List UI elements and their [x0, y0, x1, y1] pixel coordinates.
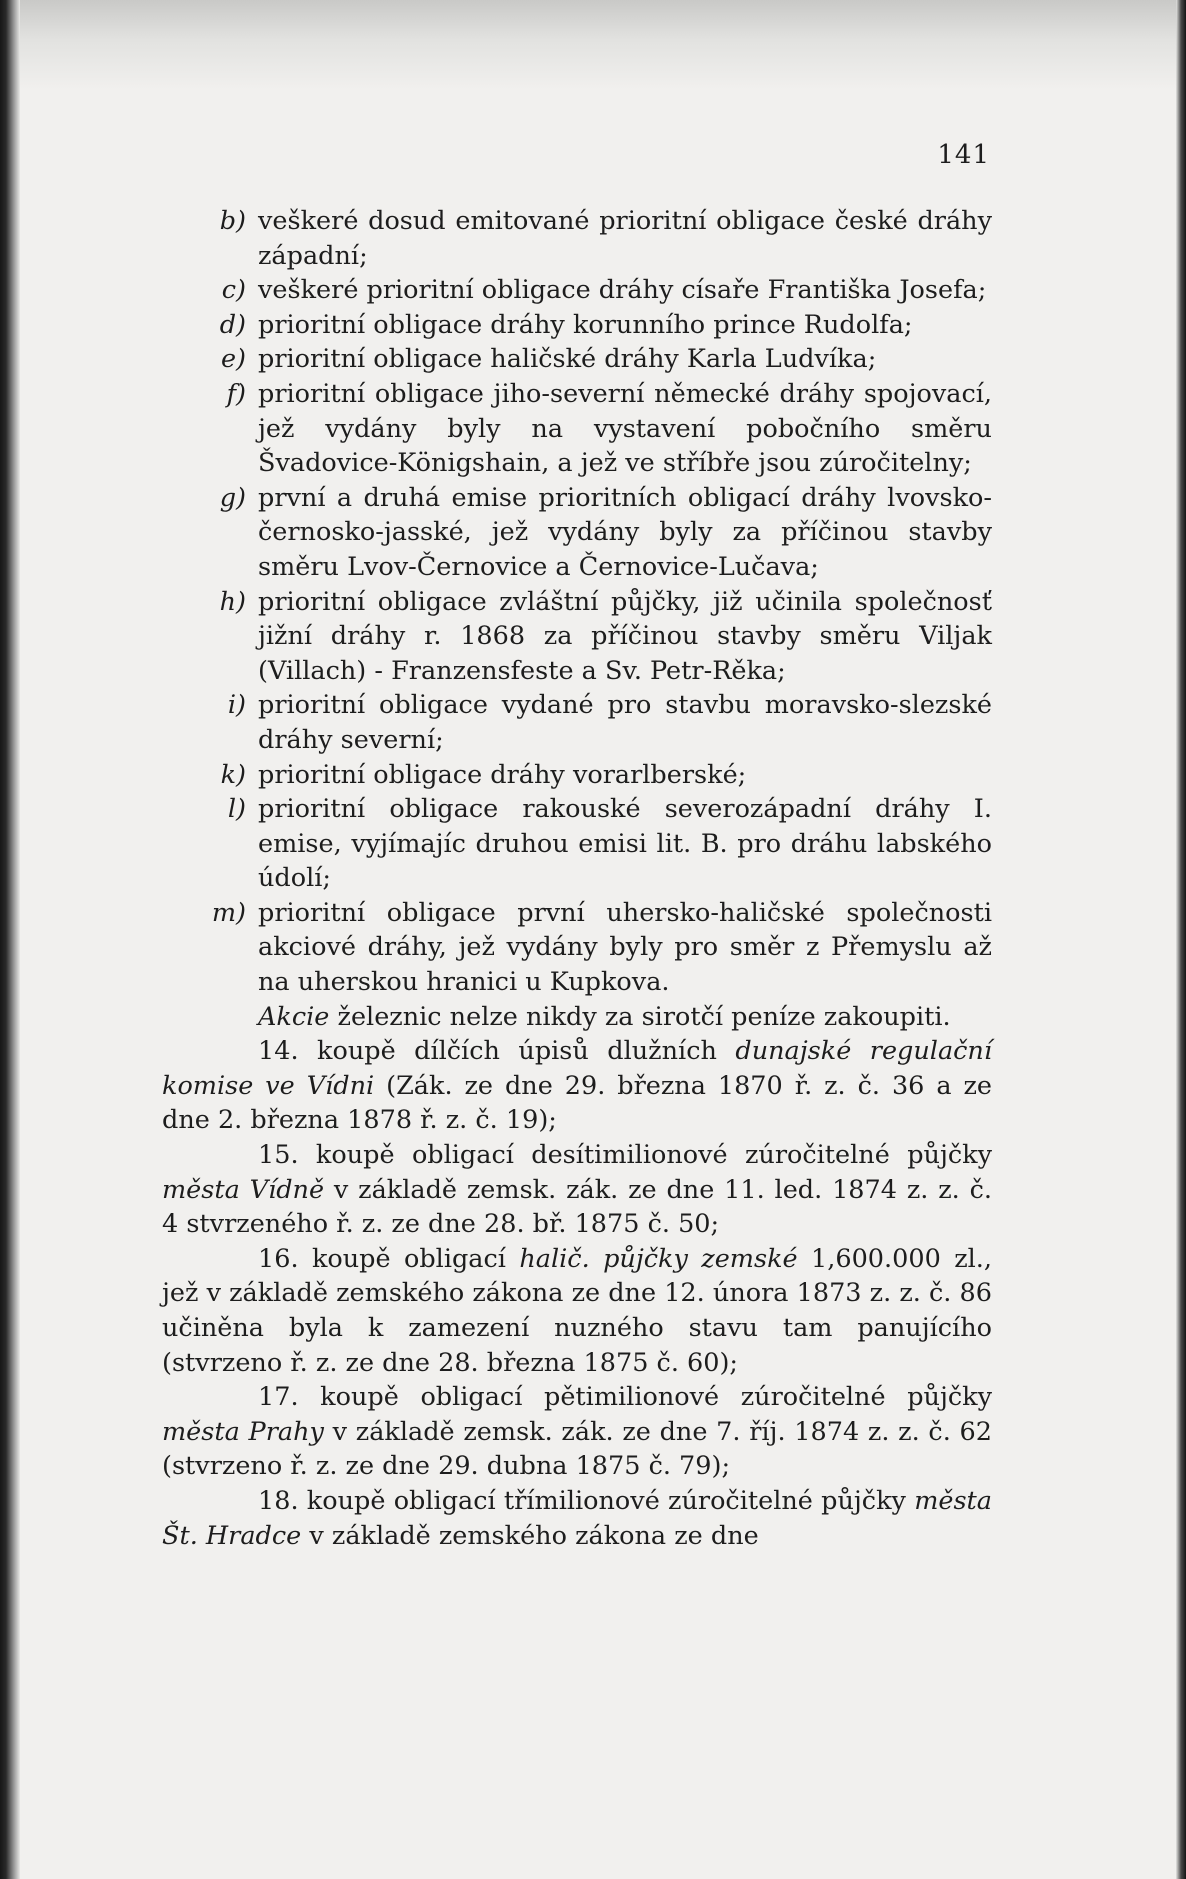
paragraph-18 [162, 1484, 992, 1553]
list-item-letter: h) [219, 586, 246, 617]
emphasis-text: dunajské regulační komise ve Vídni [162, 1036, 993, 1101]
list-item-k [162, 758, 992, 793]
list-item-text: prioritní obligace zvláštní půjčky, již učinila společnosť jižní dráhy r. 1868 za příčinou stavby směru Viljak (Villach) - Franzensfeste a Sv. Petr-Rěka; [258, 586, 992, 686]
emphasis-text: města Vídně [162, 1174, 325, 1205]
list-item-text: prioritní obligace jiho-severní německé dráhy spojovací, jež vydány byly na vystavení pobočního směru Švadovice-Königshain, a jež ve stříbře jsou zúročitelny; [258, 378, 992, 479]
paragraph-text: 1,600.000 zl., jež v základě zemského zákona ze dne 12. února 1873 z. z. č. 86 učiněna byla k zamezení nuzného stavu tam panujícího (stvrzeno ř. z. ze dne 28. března 1875 č. 60); [162, 1243, 993, 1378]
list-item-l [162, 792, 992, 896]
paragraph-text: 17. koupě obligací pětimilionové zúročitelné půjčky [258, 1382, 992, 1413]
list-item-text: prioritní obligace vydané pro stavbu moravsko-slezské dráhy severní; [258, 690, 992, 755]
scan-shadow-top [20, 0, 1176, 90]
paragraph-text: 14. koupě dílčích úpisů dlužních [258, 1036, 736, 1067]
emphasis-text: Akcie [258, 1001, 330, 1032]
paragraph-akcie [162, 1000, 992, 1035]
paragraph-15 [162, 1138, 992, 1242]
list-item-g [162, 481, 992, 585]
list-item-c [162, 273, 992, 308]
paragraph-text: v základě zemského zákona ze dne [301, 1520, 759, 1551]
list-item-text: první a druhá emise prioritních obligací dráhy lvovsko-černosko-jasské, jež vydány byly za příčinou stavby směru Lvov-Černovice a Černovice-Lučava; [258, 482, 992, 582]
paragraph-text: 15. koupě obligací desítimilionové zúročitelné půjčky [258, 1140, 992, 1171]
list-item-text: veškeré dosud emitované prioritní obligace české dráhy západní; [258, 206, 992, 271]
paragraph-text: 18. koupě obligací třímilionové zúročitelné půjčky [258, 1485, 915, 1516]
list-item-letter: c) [221, 275, 246, 306]
list-item-letter: f) [226, 378, 246, 409]
paragraph-text: (Zák. ze dne 29. března 1870 ř. z. č. 36 a ze dne 2. března 1878 ř. z. č. 19); [162, 1070, 993, 1136]
paragraph-16 [162, 1242, 992, 1380]
paragraph-17 [162, 1380, 992, 1484]
list-item-text: prioritní obligace dráhy vorarlberské; [258, 759, 747, 790]
page-body [162, 204, 992, 1553]
list-item-letter: m) [211, 897, 246, 928]
list-item-letter: k) [220, 759, 246, 790]
paragraph-text: železnic nelze nikdy za sirotčí peníze zakoupiti. [329, 1001, 951, 1032]
paragraph-14 [162, 1034, 992, 1138]
page-number: 141 [937, 140, 990, 170]
list-item-text: prioritní obligace haličské dráhy Karla Ludvíka; [258, 344, 877, 375]
list-item-letter: b) [219, 206, 246, 236]
emphasis-text: halič. půjčky zemské [519, 1243, 798, 1274]
list-item-text: prioritní obligace rakouské severozápadní dráhy I. emise, vyjímajíc druhou emisi lit. B. pro dráhu labského údolí; [258, 794, 992, 894]
paragraph-text: v základě zemsk. zák. ze dne 11. led. 1874 z. z. č. 4 stvrzeného ř. z. ze dne 28. bř. 1875 č. 50; [162, 1174, 992, 1240]
list-item-letter: g) [219, 482, 246, 513]
list-item-i [162, 688, 992, 757]
list-item-h [162, 585, 992, 689]
emphasis-text: města Prahy [162, 1416, 324, 1447]
list-item-text: prioritní obligace dráhy korunního prince Rudolfa; [258, 309, 913, 340]
list-item-letter: e) [220, 344, 246, 375]
list-item-letter: i) [227, 690, 246, 721]
list-item-d [162, 308, 992, 343]
list-item-text: veškeré prioritní obligace dráhy císaře Františka Josefa; [258, 275, 987, 306]
list-item-m [162, 896, 992, 1000]
paragraph-text: 16. koupě obligací [258, 1243, 520, 1274]
list-item-letter: l) [227, 794, 246, 825]
scan-binding-edge [0, 0, 20, 1879]
paragraph-text: v základě zemsk. zák. ze dne 7. říj. 1874 z. z. č. 62 (stvrzeno ř. z. ze dne 29. dubna 1875 č. 79); [162, 1416, 992, 1482]
emphasis-text: města Št. Hradce [162, 1485, 992, 1551]
list-item-e [162, 342, 992, 377]
list-item-text: prioritní obligace první uhersko-haličské společnosti akciové dráhy, jež vydány byly pro směr z Přemyslu až na uherskou hranici u Kupkova. [258, 897, 992, 998]
list-item-letter: d) [219, 309, 246, 340]
scan-page-edge [1176, 0, 1186, 1879]
list-item-f [162, 377, 992, 481]
list-item-b [162, 204, 992, 273]
